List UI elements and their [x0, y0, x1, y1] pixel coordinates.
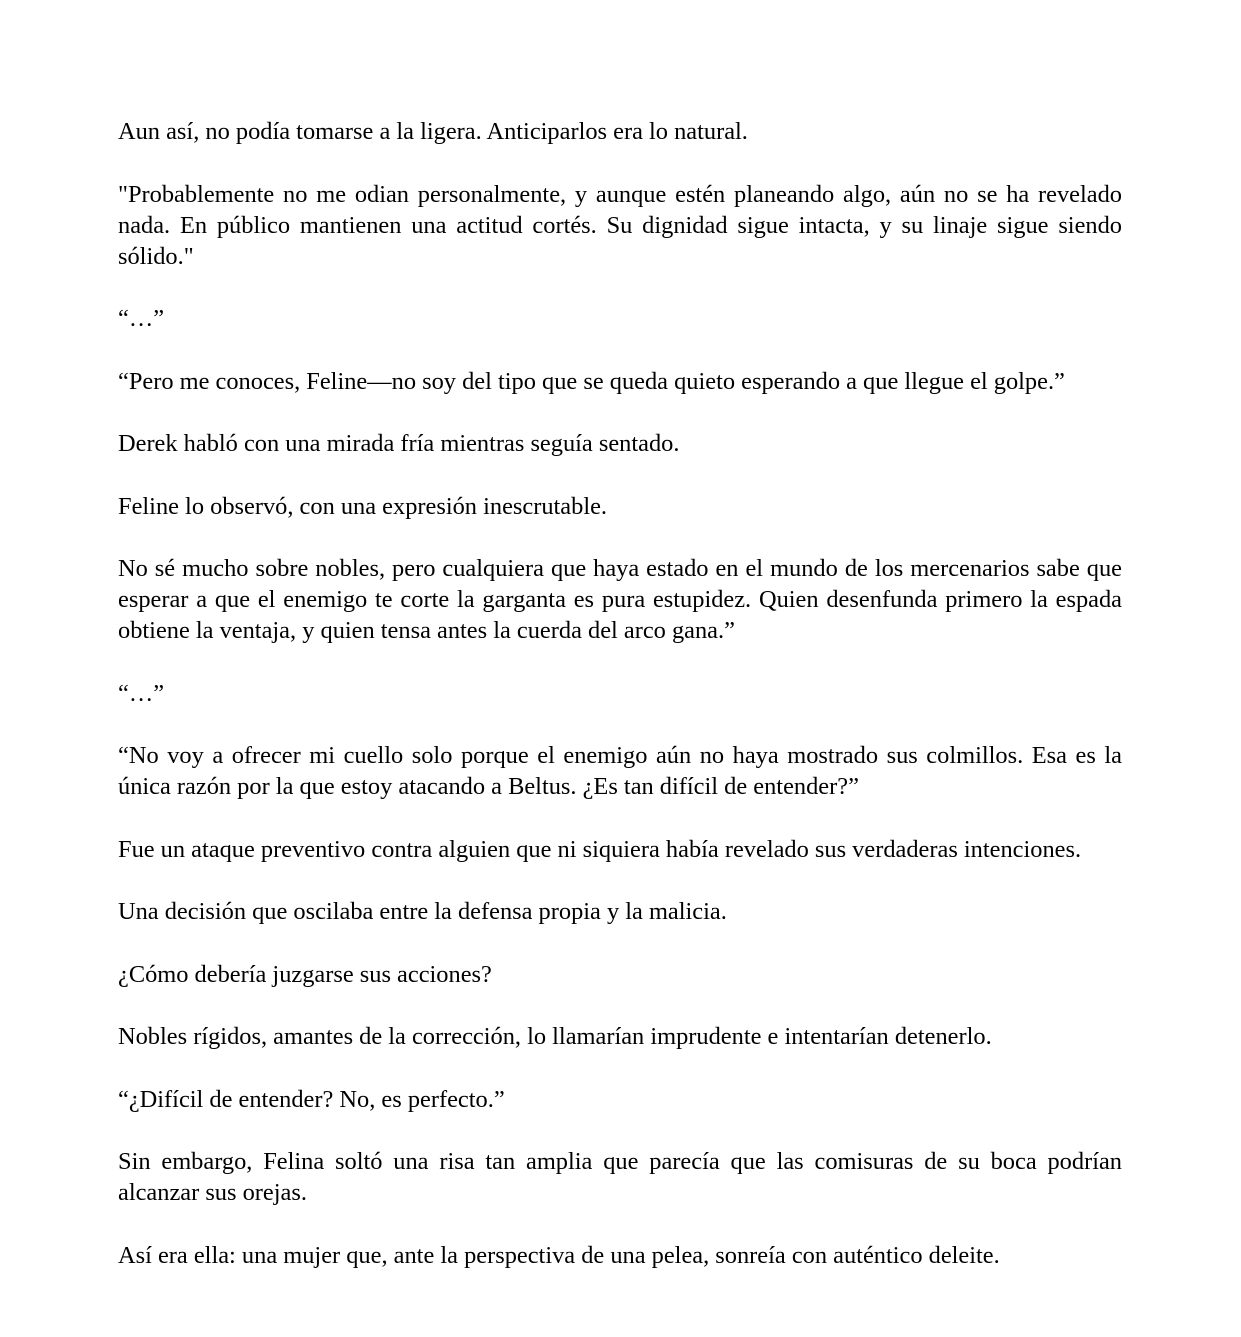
paragraph-15: Sin embargo, Felina soltó una risa tan amplia que parecía que las comisuras de su boca podrían alcanzar sus orejas.: [118, 1148, 1122, 1206]
paragraph-16: Así era ella: una mujer que, ante la perspectiva de una pelea, sonreía con auténtico deleite.: [118, 1241, 1000, 1269]
paragraph-7: No sé mucho sobre nobles, pero cualquiera que haya estado en el mundo de los mercenarios sabe que esperar a que el enemigo te corte la garganta es pura estupidez. Quien desenfunda primero la espada obtiene la ventaja, y quien tensa antes la cuerda del arco gana.”: [118, 555, 1122, 644]
paragraph-13: Nobles rígidos, amantes de la corrección, lo llamarían imprudente e intentarían detenerlo.: [118, 1023, 992, 1050]
paragraph-6: Feline lo observó, con una expresión inescrutable.: [118, 492, 608, 520]
paragraph-5: Derek habló con una mirada fría mientras seguía sentado.: [118, 430, 680, 457]
paragraph-12: ¿Cómo debería juzgarse sus acciones?: [118, 960, 492, 988]
paragraph-4: “Pero me conoces, Feline—no soy del tipo que se queda quieto esperando a que llegue el golpe.”: [118, 367, 1065, 395]
document-page: [118, 116, 1122, 1302]
paragraph-10: Fue un ataque preventivo contra alguien que ni siquiera había revelado sus verdaderas intenciones.: [118, 835, 1082, 863]
paragraph-11: Una decisión que oscilaba entre la defensa propia y la malicia.: [118, 898, 727, 925]
paragraph-14: “¿Difícil de entender? No, es perfecto.”: [118, 1085, 505, 1113]
paragraph-9: “No voy a ofrecer mi cuello solo porque el enemigo aún no haya mostrado sus colmillos. Esa es la única razón por la que estoy atacando a Beltus. ¿Es tan difícil de entender?”: [118, 742, 1122, 800]
paragraph-8: “…”: [118, 679, 165, 707]
paragraph-3: “…”: [118, 305, 165, 332]
paragraph-1: Aun así, no podía tomarse a la ligera. Anticiparlos era lo natural.: [118, 118, 748, 145]
paragraph-2: "Probablemente no me odian personalmente, y aunque estén planeando algo, aún no se ha revelado nada. En público mantienen una actitud cortés. Su dignidad sigue intacta, y su linaje sigue siendo sólido.": [118, 180, 1122, 270]
